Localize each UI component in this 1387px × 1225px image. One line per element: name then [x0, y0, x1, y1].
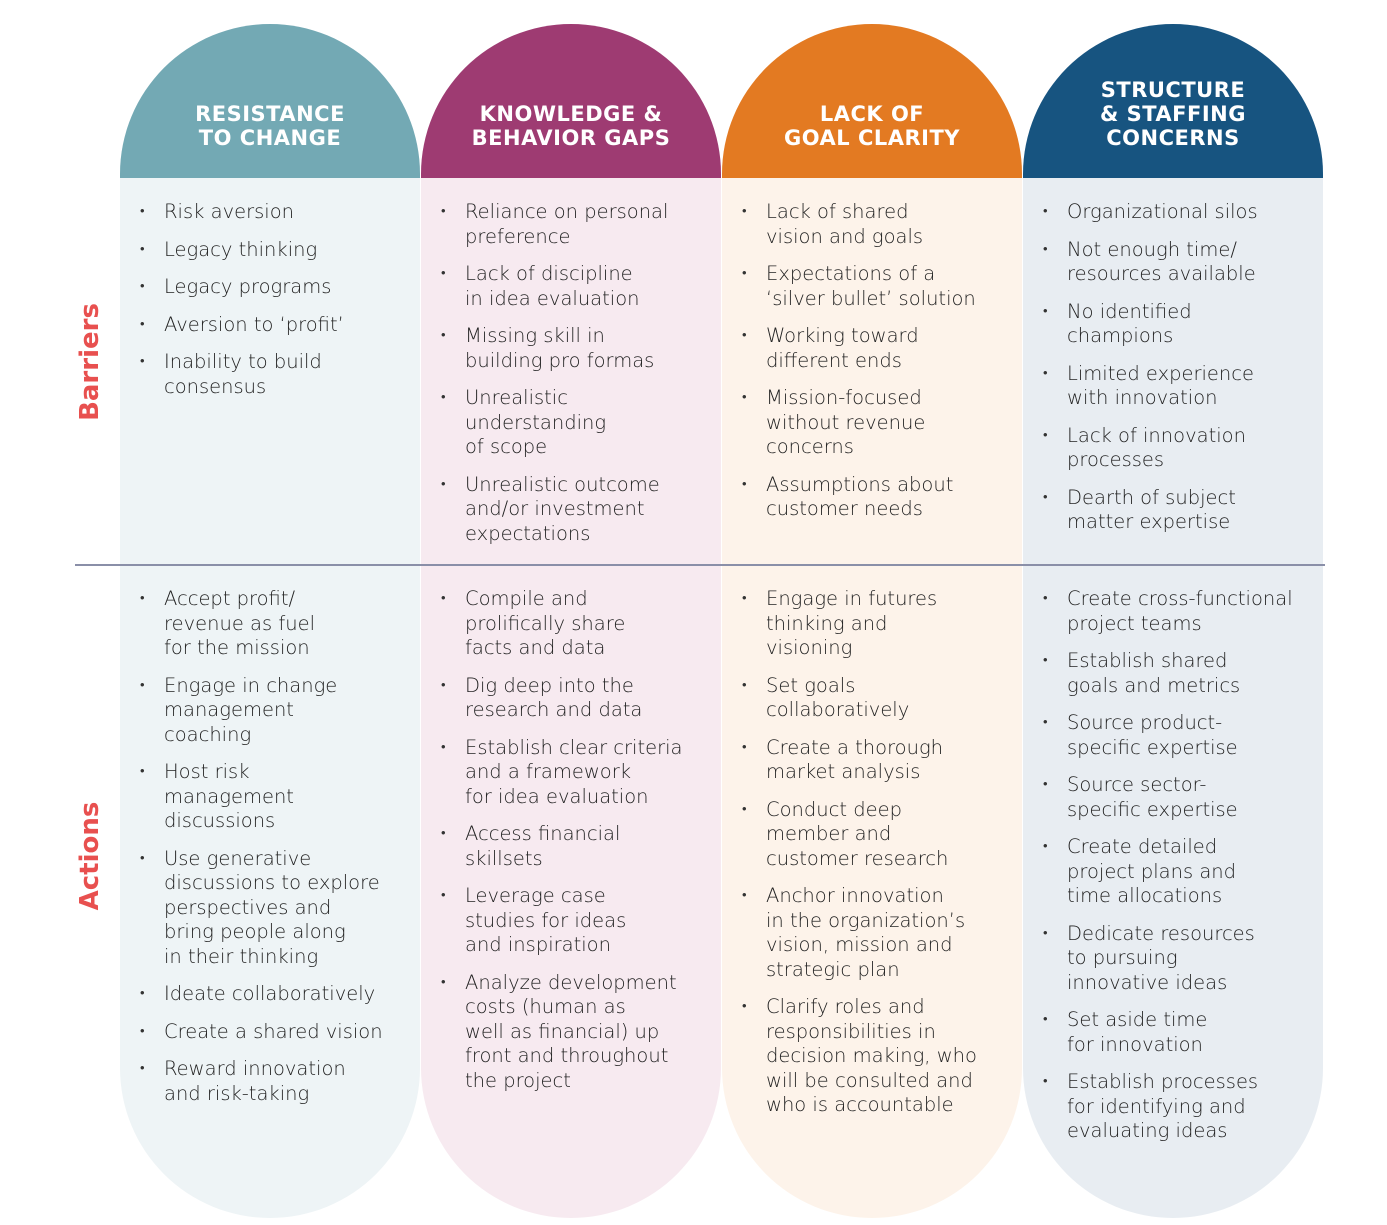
barriers-list	[421, 200, 721, 559]
category-column	[120, 24, 420, 1218]
list-item: • Missing skill in building pro formas	[421, 324, 721, 373]
list-item: • Working toward different ends	[722, 324, 1022, 373]
list-item: • Create a shared vision	[120, 1020, 420, 1045]
category-column	[1023, 24, 1323, 1218]
list-item: • Create cross-functional project teams	[1023, 587, 1323, 636]
list-item: • Unrealistic outcome and/or investment expectations	[421, 473, 721, 547]
list-item: • Source sector- specific expertise	[1023, 773, 1323, 822]
actions-list	[421, 587, 721, 1106]
list-item: • Host risk management discussions	[120, 760, 420, 834]
list-item: • Leverage case studies for ideas and inspiration	[421, 884, 721, 958]
list-item: • Set goals collaboratively	[722, 674, 1022, 723]
section-divider	[75, 564, 1325, 566]
list-item: • Expectations of a ‘silver bullet’ solution	[722, 262, 1022, 311]
category-title: KNOWLEDGE & BEHAVIOR GAPS	[471, 102, 671, 150]
list-item: • Access financial skillsets	[421, 822, 721, 871]
list-item: • Establish clear criteria and a framework for idea evaluation	[421, 736, 721, 810]
list-item: • Establish processes for identifying and evaluating ideas	[1023, 1070, 1323, 1144]
side-label-barriers: Barriers	[75, 303, 105, 421]
list-item: • Reliance on personal preference	[421, 200, 721, 249]
list-item: • Reward innovation and risk-taking	[120, 1057, 420, 1106]
category-header	[120, 24, 420, 178]
list-item: • Compile and prolifically share facts and data	[421, 587, 721, 661]
list-item: • Legacy programs	[120, 275, 420, 300]
list-item: • Risk aversion	[120, 200, 420, 225]
list-item: • Ideate collaboratively	[120, 982, 420, 1007]
list-item: • Not enough time/ resources available	[1023, 238, 1323, 287]
list-item: • Mission-focused without revenue concerns	[722, 386, 1022, 460]
actions-list	[120, 587, 420, 1119]
category-header	[722, 24, 1022, 178]
list-item: • Source product- specific expertise	[1023, 711, 1323, 760]
category-header	[421, 24, 721, 178]
list-item: • Set aside time for innovation	[1023, 1008, 1323, 1057]
barriers-list	[120, 200, 420, 412]
side-label-actions: Actions	[75, 801, 105, 911]
category-title: STRUCTURE & STAFFING CONCERNS	[1099, 78, 1246, 150]
list-item: • Limited experience with innovation	[1023, 362, 1323, 411]
list-item: • Conduct deep member and customer research	[722, 798, 1022, 872]
list-item: • Lack of discipline in idea evaluation	[421, 262, 721, 311]
barriers-list	[1023, 200, 1323, 548]
barriers-list	[722, 200, 1022, 535]
list-item: • Assumptions about customer needs	[722, 473, 1022, 522]
list-item: • Engage in futures thinking and visioning	[722, 587, 1022, 661]
actions-list	[722, 587, 1022, 1131]
list-item: • No identified champions	[1023, 300, 1323, 349]
list-item: • Aversion to ‘profit’	[120, 313, 420, 338]
list-item: • Dig deep into the research and data	[421, 674, 721, 723]
list-item: • Accept profit/ revenue as fuel for the mission	[120, 587, 420, 661]
list-item: • Create detailed project plans and time allocations	[1023, 835, 1323, 909]
category-column	[421, 24, 721, 1218]
list-item: • Engage in change management coaching	[120, 674, 420, 748]
list-item: • Organizational silos	[1023, 200, 1323, 225]
category-column	[722, 24, 1022, 1218]
list-item: • Lack of shared vision and goals	[722, 200, 1022, 249]
list-item: • Inability to build consensus	[120, 350, 420, 399]
list-item: • Use generative discussions to explore perspectives and bring people along in their thinking	[120, 847, 420, 970]
actions-list	[1023, 587, 1323, 1157]
list-item: • Dearth of subject matter expertise	[1023, 486, 1323, 535]
list-item: • Anchor innovation in the organization’s vision, mission and strategic plan	[722, 884, 1022, 982]
category-title: LACK OF GOAL CLARITY	[783, 102, 961, 150]
list-item: • Clarify roles and responsibilities in decision making, who will be consulted and who is accountable	[722, 995, 1022, 1118]
list-item: • Unrealistic understanding of scope	[421, 386, 721, 460]
list-item: • Dedicate resources to pursuing innovative ideas	[1023, 922, 1323, 996]
list-item: • Lack of innovation processes	[1023, 424, 1323, 473]
list-item: • Analyze development costs (human as well as financial) up front and throughout the project	[421, 971, 721, 1094]
list-item: • Create a thorough market analysis	[722, 736, 1022, 785]
list-item: • Legacy thinking	[120, 238, 420, 263]
list-item: • Establish shared goals and metrics	[1023, 649, 1323, 698]
category-header	[1023, 24, 1323, 178]
category-title: RESISTANCE TO CHANGE	[195, 102, 345, 150]
